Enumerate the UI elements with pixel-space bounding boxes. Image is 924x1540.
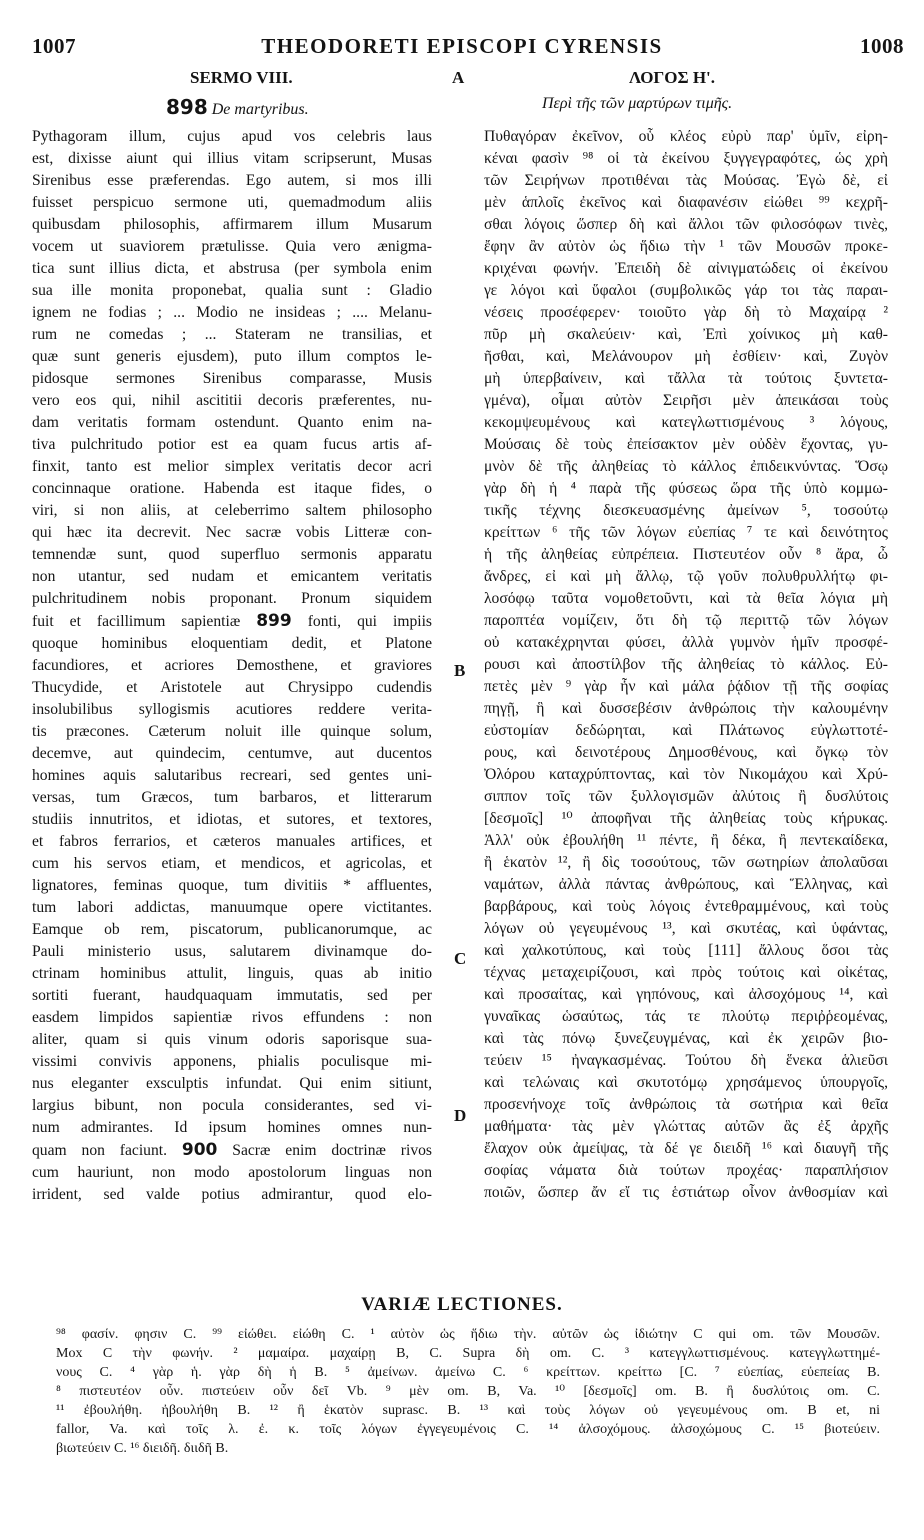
text-line: γυναῖκας ὡσαύτως, τάς τε πλούτῳ περιῤῥεομένας, <box>484 1008 888 1025</box>
text-line: tis præcones. Cæterum noluit ille quinque solum, <box>32 723 432 740</box>
page-number-left: 1007 <box>32 34 76 58</box>
text-line: vissimi convivis apponens, phialis poculisque mi- <box>32 1053 432 1070</box>
text-line: μὴ ὑπερβαίνειν, καὶ τἄλλα τὰ τούτοις ξυντετα- <box>484 370 888 387</box>
text-line: Μούσαις δὲ τοὺς ἐπείσακτον μὲν οὐδὲν ἔχοντας, γυ- <box>484 436 888 453</box>
latin-heading-text: De martyribus. <box>211 101 309 118</box>
text-line: temnendæ sunt, quod superfluo sermonis apparatu <box>32 546 432 563</box>
text-line: ἄνδρες, εἰ καὶ μὴ ἄλλῳ, τῷ γοῦν πολυθρυλλήτῳ φι- <box>484 568 888 585</box>
section-marker-b: B <box>454 661 466 680</box>
text-line: nus eleganter exsculptis infundat. Qui enim sitiunt, <box>32 1075 432 1092</box>
text-line: insolubilibus syllogismis acutiores reddere verita- <box>32 701 432 718</box>
text-line: εὐστομίαν δεδώρηται, καὶ Πλάτωνος εὐγλωττοτέ- <box>484 722 888 739</box>
text-line: ἔλαχον οὐκ ἀμείψας, τὰ δέ γε διειδῆ ¹⁶ καὶ διαυγῆ τῆς <box>484 1140 888 1157</box>
text-line: οὐ κατακέχρηνται φύσει, ἀλλὰ γυμνὸν ἡμῖν προσφέ- <box>484 634 888 651</box>
migne-column-number: 900 <box>181 1140 218 1160</box>
text-line: ctrinam hominibus attulit, linguis, quas ab initio <box>32 965 432 982</box>
text-line: Ἀλλ' οὐκ ἐβουλήθη ¹¹ πέντε, ἢ δέκα, ἢ πεντεκαίδεκα, <box>484 832 888 849</box>
text-line: καὶ τὰς πόνῳ ξυνεζευγμένας, καὶ ἐκ χειρῶν βιο- <box>484 1030 888 1047</box>
text-line: πηγῇ, ἣ καὶ δυσσεβέσιν ἀνθρώποις τὴν καλουμένην <box>484 700 888 717</box>
text-line: κέναι φασὶν ⁹⁸ οἱ τὰ ἐκείνου ξυγγεγραφότες, ὡς χρὴ <box>484 150 888 167</box>
latin-lines-c <box>32 1162 432 1206</box>
text-line: μαθήματα· τὰς μὲν γλώττας αὐτῶν ἃς ἐξ ἀρχῆς <box>484 1118 888 1135</box>
text-line: est, dixisse aiunt qui illius vitam scripserunt, Musas <box>32 150 432 167</box>
text-line: pulchritudinem nobis proponant. Pronum siquidem <box>32 590 432 607</box>
latin-lines-b <box>32 633 432 1139</box>
latin-column <box>32 126 432 1206</box>
latin-line-900: quam non faciunt. 900 Sacræ enim doctrinæ rivos <box>32 1140 432 1160</box>
text-line: easdem limpidos sapientiæ rivos effundens : non <box>32 1009 432 1026</box>
text-line: concinnaque oratione. Habenda est itaque fides, o <box>32 480 432 497</box>
text-line: studiis innutritos, et idiotas, et sutores, et textores, <box>32 811 432 828</box>
text-line: tiva pulchritudo potior est ea quam fucus artis af- <box>32 436 432 453</box>
section-marker-d: D <box>454 1106 467 1125</box>
text-line: finxit, tanto est melior simplex veritatis decor acri <box>32 458 432 475</box>
page-number-right: 1008 <box>860 34 904 58</box>
text-line: ⁸ πιστευτέον οὖν. πιστεύειν οὖν δεῖ Vb. ⁹ μὲν om. B, Va. ¹⁰ [δεσμοῖς] om. B. ἢ δυσλύτοις om. C. <box>56 1384 880 1399</box>
text-line: pidosque sermones Sirenibus comparasse, Musis <box>32 370 432 387</box>
text-line: γε λόγοι καὶ ὕφαλοι (συμβολικῶς γάρ τοι τὰς παραι- <box>484 282 888 299</box>
text-line: facundiores, et acriores Demosthene, et graviores <box>32 657 432 674</box>
text-line: γμένα), οἶμαι αὐτὸν Σειρῆσι μὲν ἀπεικάσαι τοὺς <box>484 392 888 409</box>
greek-column <box>484 126 888 1204</box>
text-line: homines aquis salutaribus recreari, sed gentes uni- <box>32 767 432 784</box>
latin-line-899: fuit et facillimum sapientiæ 899 fonti, qui impiis <box>32 611 432 631</box>
text-line: καὶ προσαίτας, καὶ γηπόνους, καὶ ἀλσοχόμους ¹⁴, καὶ <box>484 986 888 1003</box>
text-line: κρείττων ⁶ τῆς τῶν λόγων εὐεπίας ⁷ τε καὶ δεινότητος <box>484 524 888 541</box>
text-line: dam veritatis formam ostendunt. Quanto enim na- <box>32 414 432 431</box>
text-line: τῶν Σειρήνων προτιθέναι τὰς Μούσας. Ἐγὼ δὲ, εἰ <box>484 172 888 189</box>
text-line: rum ne comedas ; ... Stateram ne transilias, et <box>32 326 432 343</box>
text-line: τεύειν ¹⁵ ἠναγκασμένας. Τούτου δὴ ἕνεκα ἁλιεῦσι <box>484 1052 888 1069</box>
text-line: ῆσθαι, καὶ, Μελάνουρον μὴ ἐσθίειν· καὶ, Ζυγὸν <box>484 348 888 365</box>
variae-lectiones-notes <box>56 1325 880 1458</box>
text-line: νέσεις προσέφερεν· τοιοῦτο γὰρ δὴ τὸ Μαχαίρᾳ ² <box>484 304 888 321</box>
text-line: ⁹⁸ φασίν. φησιν C. ⁹⁹ εἰώθει. εἰώθη C. ¹ αὐτὸν ὡς ἥδιω τὴν. αὐτῶν ὡς ἰδιώτην C qui om. τῶν Μουσῶν. <box>56 1327 880 1342</box>
text-line: τέχνας μεταχειρίζουσι, καὶ πρὸς τούτοις καὶ οἰκέτας, <box>484 964 888 981</box>
text-line: τικῆς τέχνης διεσκευασμένης ἀμείνων ⁵, τοσούτῳ <box>484 502 888 519</box>
text-line: versas, tum Græcos, tum barbaros, et litterarum <box>32 789 432 806</box>
text-line: Thucydide, et Aristotele aut Chrysippo cudendis <box>32 679 432 696</box>
text-line: vero eos qui, nihil ascititii decoris præferentes, nu- <box>32 392 432 409</box>
text-line: ¹¹ ἐβουλήθη. ἠβουλήθη B. ¹² ἢ ἑκατὸν suprasc. B. ¹³ καὶ τοὺς λόγων οὐ γεγευμένους om. B et, ni <box>56 1403 880 1418</box>
greek-heading: Περὶ τῆς τῶν μαρτύρων τιμῆς. <box>542 95 733 112</box>
text-line: μὲν ἁπλοῖς ἐκεῖνος καὶ διαφανέσιν εἰώθει ⁹⁹ κεχρῆ- <box>484 194 888 211</box>
text-line: quibusdam philosophis, affirmarem illum Musarum <box>32 216 432 233</box>
text-line: qui hæc ita decrevit. Nec sacræ vobis Litteræ con- <box>32 524 432 541</box>
text-line: γὰρ δὴ ἡ ⁴ παρὰ τῆς φύσεως ὥρα τῆς ὑπὸ κομμω- <box>484 480 888 497</box>
logos-greek-label: ΛΟΓΟΣ Η'. <box>629 68 716 87</box>
text-line: καὶ χαλκοτύπους, καὶ τοὺς [111] ἄλλους ὅσοι τὰς <box>484 942 888 959</box>
text-line: Mox C τὴν φωνήν. ² μαμαίρα. μαχαίρῃ B, C. Supra δὴ om. C. ³ κατεγγλωττισμένους. κατεγγλωττημέ- <box>56 1346 880 1361</box>
text-line: καὶ τελώναις καὶ σκυτοτόμῳ χρησάμενος ὑπουργοῖς, <box>484 1074 888 1091</box>
text-line: ἢ ἑκατὸν ¹², ἢ δὶς τοσούτους, τῶν σωτηρίων ἀπολαῦσαι <box>484 854 888 871</box>
text-line: προσενήνοχε τοῖς ἀνθρώποις τὰ σωτήρια καὶ θεῖα <box>484 1096 888 1113</box>
text-line: Eamque ob rem, piscatorum, publicanorumque, ac <box>32 921 432 938</box>
text-line: non utantur, sed nudam et emicantem veritatis <box>32 568 432 585</box>
text-line: σθαι λόγοις ὥσπερ δὴ καὶ ἄλλοι τῶν φιλοσόφων τινὲς, <box>484 216 888 233</box>
text-line: Pauli ministerio usus, salutarem divinamque do- <box>32 943 432 960</box>
migne-column-number: 898 <box>166 95 208 119</box>
text-line: tum labori addictas, manuumque opere victitantes. <box>32 899 432 916</box>
text-line: Ὀλόρου καταχρύπτοντας, καὶ τὸν Νικομάχου καὶ Χρύ- <box>484 766 888 783</box>
text-line: κριχέναι φωνήν. Ἐπειδὴ δὲ αἰνιγματώδεις οἱ ἐκείνου <box>484 260 888 277</box>
text-line: cum hauriunt, non modo apostolorum linguas non <box>32 1164 432 1181</box>
text-line: ρους, καὶ δεινοτέρους Δημοσθένους, καὶ ὄγκῳ τὸν <box>484 744 888 761</box>
text-line: fuisset perspicuo sermone uti, quemadmodum aliis <box>32 194 432 211</box>
text-line: σιππον τοῖς τῶν ξυλλογισμῶν ἀλύτοις ἢ δυσλύτοις <box>484 788 888 805</box>
migne-column-number: 899 <box>256 611 292 631</box>
text-line: ποιῶν, ὥσπερ ἄν εἴ τις ἑστιάτωρ οἶνον ἀνθοσμίαν καὶ <box>484 1184 888 1201</box>
section-marker-a: A <box>452 68 465 87</box>
text-line: μνὸν δὲ τῆς ἀληθείας τὸ κάλλος ἐπιδεικνύντας. Ὅσῳ <box>484 458 888 475</box>
text-line: πῦρ μὴ σκαλεύειν· καὶ, Ἐπὶ χοίνικος μὴ καθ- <box>484 326 888 343</box>
text-line: [δεσμοῖς] ¹⁰ ἀποφῆναι τῆς ἀληθείας τοὺς κήρυκας. <box>484 810 888 827</box>
text-line: ἡ τῆς ἀληθείας εὐπρέπεια. Πιστευτέον οὖν ⁸ ἄρα, ὦ <box>484 546 888 563</box>
text-line: κεκομψευμένους καὶ κατεγλωττισμένους ³ λόγους, <box>484 414 888 431</box>
text-line: quoque hominibus eloquentiam dedit, et Platone <box>32 635 432 652</box>
text-line: quæ sunt generis ejusdem), puto illum comptos le- <box>32 348 432 365</box>
text-line: lignatores, feminas quoque, tum divitiis * affluentes, <box>32 877 432 894</box>
text-line: vocem ut suaviorem prætulisse. Quia vero ænigma- <box>32 238 432 255</box>
text-line: aliter, quam si quis vinum odoris saporisque sua- <box>32 1031 432 1048</box>
latin-lines-a <box>32 126 432 610</box>
text-line: λοσόφῳ ταῦτα νομοθετοῦντι, καὶ τὰ θεῖα λόγια μὴ <box>484 590 888 607</box>
text-line: sortiti fuerant, haudquaquam immutatis, sed per <box>32 987 432 1004</box>
text-line: ναμάτων, ἀλλὰ πάντας ἀνθρώπους, καὶ Ἕλληνας, καὶ <box>484 876 888 893</box>
text-line: largius bibunt, non pocula considerantes, sed vi- <box>32 1097 432 1114</box>
text-line: βαρβάρους, καὶ τοὺς λόγοις ἐντεθραμμένους, καὶ τοὺς <box>484 898 888 915</box>
text-line: παροπτέα νομίζειν, ὅτι δὴ τῷ περιττῷ τῶν λόγων <box>484 612 888 629</box>
text-line: tica sunt illius dicta, et abstrusa (per symbola enim <box>32 260 432 277</box>
text-line: fallor, Va. καὶ τοῖς λ. ἐ. κ. τοῖς λόγων ἐγγεγευμένοις C. ¹⁴ ἀλσοχόμους. ἀλσοχώμους C. ¹⁵ βιοτεύειν. <box>56 1422 880 1437</box>
text-line: Πυθαγόραν ἐκεῖνον, οὗ κλέος εὐρὺ παρ' ὑμῖν, εἰρη- <box>484 128 888 145</box>
text-line: Sirenibus esse præferendas. Ego autem, si mos illi <box>32 172 432 189</box>
text-line: λόγων οὐ γεγευμένους ¹³, καὶ σκυτέας, καὶ ὑφάντας, <box>484 920 888 937</box>
text-line: βιωτεύειν C. ¹⁶ διειδῆ. διιδῆ B. <box>56 1441 229 1456</box>
variae-lectiones-title: VARIÆ LECTIONES. <box>361 1294 563 1315</box>
text-line: irrident, sed valde potius admirantur, quod elo- <box>32 1186 432 1203</box>
text-line: cum his servos etiam, et mendicos, et agricolas, et <box>32 855 432 872</box>
section-marker-c: C <box>454 949 467 968</box>
text-line: viri, si non aliis, at celeberrimo saltem philosopho <box>32 502 432 519</box>
text-line: ρουσι καὶ ἀποστίλβον τῆς ἀληθείας τὸ κάλλος. Εὐ- <box>484 656 888 673</box>
text-line: Pythagoram illum, cujus apud vos celebris laus <box>32 128 432 145</box>
text-line: ignem ne fodias ; ... Modio ne insideas ; .... Melanu- <box>32 304 432 321</box>
text-line: πετὲς μὲν ⁹ γὰρ ἦν καὶ μάλα ῥᾴδιον τῇ τῆς σοφίας <box>484 678 888 695</box>
text-line: et fabros ferrarios, et cæteros manuales artifices, et <box>32 833 432 850</box>
text-line: σοφίας νάματα διὰ τούτων προχέας· παραπλήσιον <box>484 1162 888 1179</box>
text-line: sua ille monita proponebat, qualia sunt : Gladio <box>32 282 432 299</box>
text-line: num admirantes. Id ipsum homines omnes nun- <box>32 1119 432 1136</box>
running-title: THEODORETI EPISCOPI CYRENSIS <box>261 34 663 58</box>
latin-heading <box>166 95 309 119</box>
sermo-latin-label: SERMO VIII. <box>190 68 293 87</box>
text-line: νους C. ⁴ γὰρ ἡ. γὰρ δὴ ἡ B. ⁵ ἀμείνων. ἀμείνω C. ⁶ κρείττων. κρείττω [C. ⁷ εὐεπίας, εὐεπείας B. <box>56 1365 880 1380</box>
text-line: ἔφην ἂν αὐτὸν ὡς ἥδιω τὴν ¹ τῶν Μουσῶν προκε- <box>484 238 888 255</box>
text-line: decemve, aut quindecim, centumve, aut ducentos <box>32 745 432 762</box>
